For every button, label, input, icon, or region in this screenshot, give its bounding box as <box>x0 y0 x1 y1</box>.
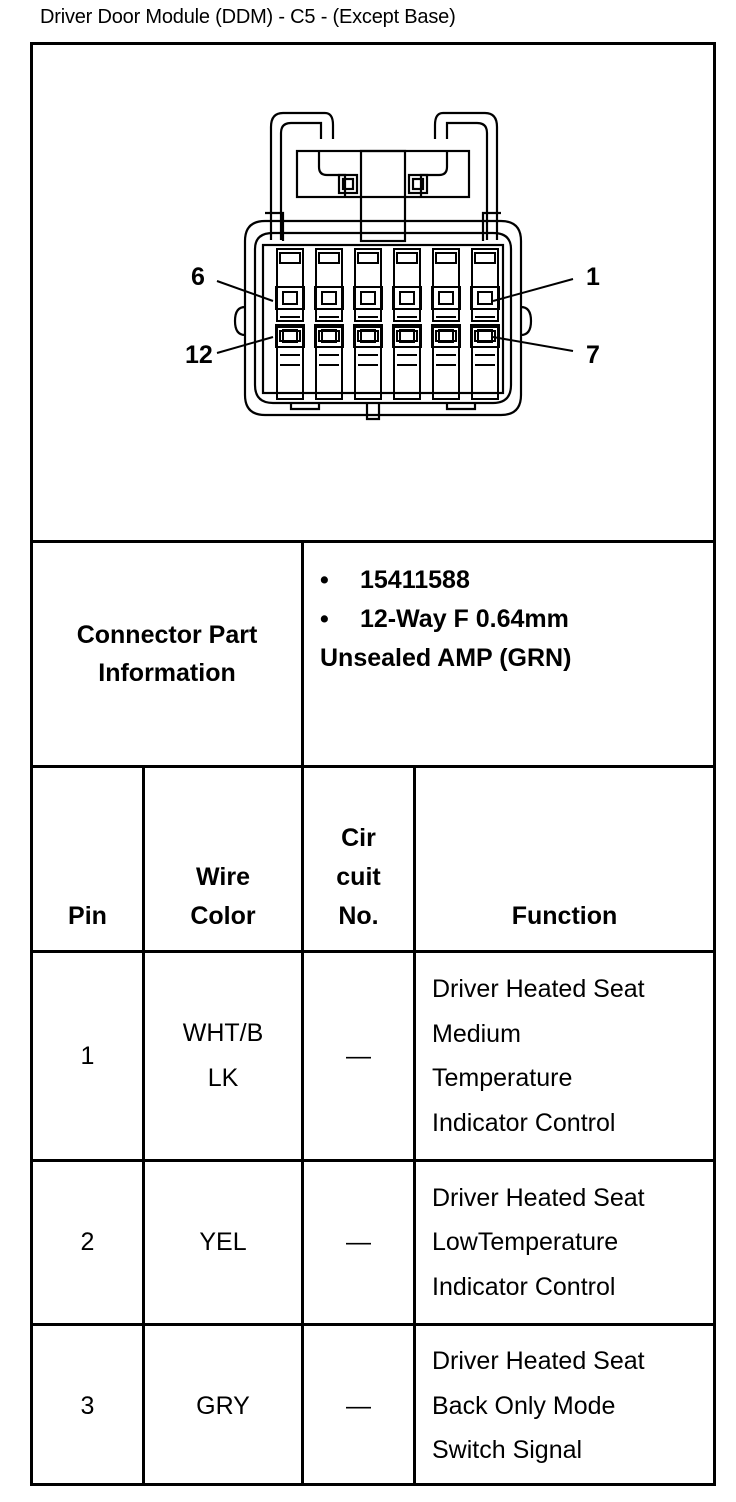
circuit-number: — <box>346 1228 371 1256</box>
wire-color-line: LK <box>207 1064 239 1092</box>
pin-contact <box>361 292 375 304</box>
connector-part-label <box>33 543 301 765</box>
header-wire-color-line: Wire <box>196 863 250 891</box>
function-line: LowTemperature <box>432 1228 619 1257</box>
pin-latch <box>319 253 339 263</box>
pin-number: 1 <box>80 1041 95 1070</box>
function-line: Temperature <box>432 1064 573 1092</box>
part-number-item <box>320 561 713 600</box>
pin-label-1: 1 <box>586 263 600 291</box>
table-row-function <box>416 1326 713 1486</box>
header-wire-color-line: Color <box>190 902 256 930</box>
circuit-number: — <box>346 1391 371 1420</box>
header-circuit <box>304 768 413 950</box>
pin-label-12: 12 <box>185 341 213 369</box>
wire-color-line: GRY <box>196 1391 250 1420</box>
pin-terminal <box>276 287 304 309</box>
table-row-wire <box>145 1162 301 1323</box>
pin-contact <box>400 292 414 304</box>
header-function-text: Function <box>511 902 618 930</box>
function-line: Indicator Control <box>432 1108 616 1137</box>
table-row-wire <box>145 953 301 1159</box>
bullet: • <box>320 566 329 594</box>
table-row-wire <box>145 1326 301 1486</box>
function-line: Driver Heated Seat <box>432 975 645 1003</box>
pin-terminal <box>393 287 421 309</box>
connector-face-diagram <box>33 45 713 540</box>
function-line: Driver Heated Seat <box>432 1347 645 1376</box>
table-row-function <box>416 953 713 1159</box>
pin-terminal <box>354 287 382 309</box>
pin-latch <box>397 253 417 263</box>
function-line: Indicator Control <box>432 1272 616 1301</box>
circuit-number: — <box>346 1041 371 1070</box>
function-line: Back Only Mode <box>432 1391 616 1420</box>
table-row-pin <box>33 1162 142 1323</box>
table-row-circuit <box>304 953 413 1159</box>
pin-latch <box>475 253 495 263</box>
header-pin <box>33 768 142 950</box>
table-row-pin <box>33 1326 142 1486</box>
part-number: 15411588 <box>360 566 470 594</box>
pin-contact <box>283 292 297 304</box>
table-row-circuit <box>304 1162 413 1323</box>
wire-color-line: WHT/B <box>182 1019 264 1047</box>
header-pin-text: Pin <box>68 902 107 930</box>
pin-number: 2 <box>80 1228 95 1256</box>
connector-part-label-line: Information <box>98 659 236 687</box>
pin-latch <box>358 253 378 263</box>
pin-label-6: 6 <box>191 263 205 291</box>
function-line: Medium <box>432 1019 521 1048</box>
table-row-circuit <box>304 1326 413 1486</box>
page-title: Driver Door Module (DDM) - C5 - (Except Base) <box>40 6 456 28</box>
pin-contact <box>322 292 336 304</box>
pin-terminal <box>432 287 460 309</box>
table-row-pin <box>33 953 142 1159</box>
pin-contact <box>478 292 492 304</box>
header-function <box>416 768 713 950</box>
pin-contact <box>439 292 453 304</box>
pin-number: 3 <box>80 1391 95 1420</box>
connector-type-continuation: Unsealed AMP (GRN) <box>320 644 572 672</box>
function-line: Driver Heated Seat <box>432 1183 645 1212</box>
header-wire-color <box>145 768 301 950</box>
wire-color-line: YEL <box>199 1228 247 1256</box>
connector-part-info <box>304 543 713 765</box>
pin-latch <box>436 253 456 263</box>
connector-part-label-line: Connector Part <box>76 621 258 649</box>
header-circuit-line: Cir <box>341 824 376 852</box>
connector-type: 12-Way F 0.64mm <box>360 605 569 633</box>
header-circuit-line: No. <box>338 902 379 930</box>
header-circuit-line: cuit <box>336 863 381 891</box>
connector-type-item <box>320 600 713 639</box>
pin-label-7: 7 <box>586 341 600 369</box>
table-row-function <box>416 1162 713 1323</box>
bullet: • <box>320 605 329 633</box>
table-right-border <box>713 42 716 1486</box>
pin-latch <box>280 253 300 263</box>
function-line: Switch Signal <box>432 1436 583 1465</box>
pin-terminal <box>471 287 499 309</box>
pin-terminal <box>315 287 343 309</box>
